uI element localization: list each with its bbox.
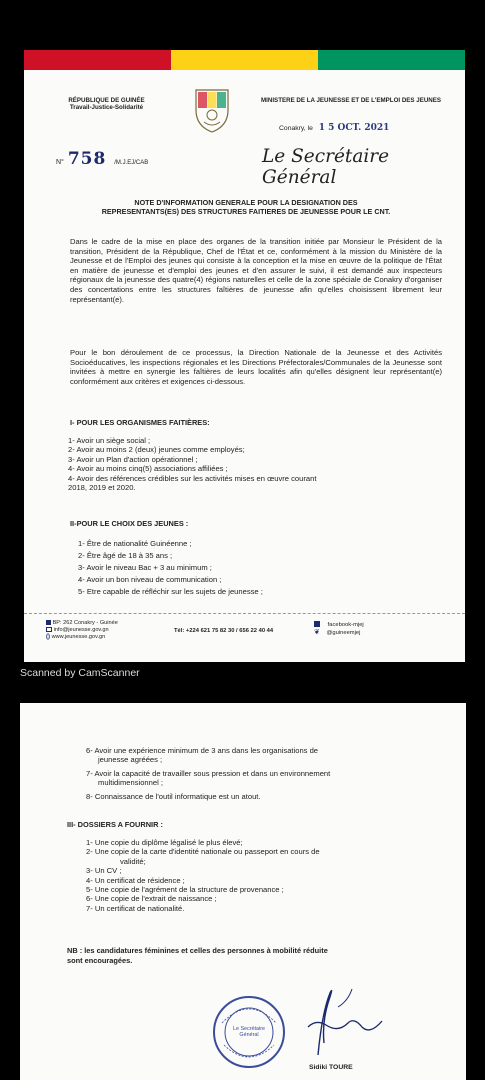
- section-3-list: [86, 838, 320, 913]
- scanner-watermark: Scanned by CamScanner: [20, 667, 140, 679]
- list-item: 1- Avoir un siège social ;: [68, 436, 151, 445]
- handwritten-signature: [278, 983, 388, 1063]
- list-item: 4- Un certificat de résidence ;: [86, 875, 185, 885]
- list-item: validité;: [120, 856, 146, 866]
- footer-website: www.jeunesse.gov.gn: [51, 634, 106, 640]
- list-item: 7- Avoir la capacité de travailler sous pression et dans un environnement: [86, 768, 331, 778]
- list-item: jeunesse agréées ;: [98, 755, 163, 765]
- signatory-title: Le Secrétaire Général: [262, 146, 390, 188]
- date-prefix: Conakry, le: [279, 125, 313, 132]
- list-item: 4- Avoir des références crédibles sur les activités mises en œuvre courant: [68, 473, 317, 483]
- email-icon: [46, 627, 52, 632]
- list-item: multidimensionnel ;: [98, 778, 163, 788]
- ministry-header: MINISTERE DE LA JEUNESSE ET DE L'EMPLOI DES JEUNES: [261, 97, 442, 104]
- paragraph-process: Pour le bon déroulement de ce processus, la Direction Nationale de la Jeunesse et des Activités Socioéducatives, les inspections régionales et les Directions Préfectorales/Communales de la Jeunesse sont invitées à mettre en synergie les faîtières de leurs localités afin qu'elles désignent leur représentant(e) conformément aux critères et exigences ci-dessous.: [70, 348, 442, 386]
- nb-line-1: NB : les candidatures féminines et celles des personnes à mobilité réduite: [67, 946, 328, 955]
- republic-motto: Travail-Justice-Solidarité: [69, 104, 144, 111]
- list-item: 2- Une copie de la carte d'identité nationale ou passeport en cours de: [86, 847, 320, 857]
- guinea-flag-band: [24, 50, 465, 70]
- signer-name: Sidiki TOURE: [309, 1064, 353, 1071]
- footer-divider: [24, 613, 465, 614]
- ref-suffix: /M.J.EJ/CAB: [114, 160, 149, 166]
- footer-address: BP: 262 Conakry - Guinée: [52, 620, 118, 626]
- list-item: 2- Être âgé de 18 à 35 ans ;: [78, 551, 173, 560]
- list-item: 4- Avoir au moins cinq(5) associations affiliées ;: [68, 464, 228, 474]
- document-page-2: [20, 703, 466, 1080]
- flag-green: [318, 50, 465, 70]
- ref-label: N°: [56, 159, 64, 166]
- list-item: 6- Avoir une expérience minimum de 3 ans dans les organisations de: [86, 746, 319, 755]
- document-title: [46, 198, 446, 216]
- footer-email: info@jeunesse.gov.gn: [53, 627, 109, 633]
- list-item: 3- Avoir le niveau Bac + 3 au minimum ;: [78, 563, 212, 572]
- twitter-icon: ❦: [314, 629, 320, 636]
- continued-list: [86, 746, 330, 801]
- stamp-text: Le Secrétaire Général: [232, 1026, 266, 1038]
- section-2-heading: II-POUR LE CHOIX DES JEUNES :: [70, 519, 189, 528]
- nb-line-2: sont encouragées.: [67, 956, 133, 965]
- title-line-1: NOTE D'INFORMATION GENERALE POUR LA DESIGNATION DES: [134, 198, 358, 207]
- section-3-heading: III- DOSSIERS A FOURNIR :: [67, 820, 163, 829]
- section-2-list: [78, 538, 263, 598]
- footer-social-block: [314, 621, 364, 637]
- republic-name: RÉPUBLIQUE DE GUINÉE: [68, 97, 145, 104]
- list-item: 1- Être de nationalité Guinéenne ;: [78, 539, 192, 548]
- flag-yellow: [171, 50, 318, 70]
- reference-line: [56, 149, 148, 169]
- list-item: 2018, 2019 et 2020.: [68, 483, 136, 493]
- title-line-2: REPRESENTANTS(ES) DES STRUCTURES FAITIERES DE JEUNESSE POUR LE CNT.: [101, 207, 391, 216]
- section-1-list: [68, 436, 316, 492]
- facebook-icon: [314, 621, 320, 627]
- coat-of-arms-emblem: [190, 84, 234, 134]
- date-line: [279, 123, 389, 133]
- list-item: 3- Avoir un Plan d'action opérationnel ;: [68, 454, 198, 464]
- republic-header: [54, 97, 159, 111]
- footer-contact-block: [46, 620, 118, 641]
- web-icon: (): [46, 634, 50, 640]
- footer-phone: Tél: +224 621 75 82 30 / 656 22 40 44: [174, 628, 274, 634]
- list-item: 8- Connaissance de l'outil informatique est un atout.: [86, 791, 261, 801]
- list-item: 3- Un CV ;: [86, 866, 122, 876]
- footer-twitter: @guineemjej: [326, 630, 361, 636]
- list-item: 7- Un certificat de nationalité.: [86, 903, 185, 913]
- list-item: 4- Avoir un bon niveau de communication ;: [78, 575, 222, 584]
- ref-number: 758: [67, 149, 107, 169]
- footer-facebook: facebook-mjej: [327, 622, 364, 628]
- date-handwritten: 1 5 OCT. 2021: [318, 123, 390, 133]
- paragraph-intro: Dans le cadre de la mise en place des organes de la transition initiée par Monsieur le Président de la transition, Président de la République, Chef de l'État et ce, conformément à la mission du Ministère de la Jeunesse et de l'Emploi des jeunes qui consiste à la conception et la mise en œuvre de la politique de l'État en matière de jeunesse et d'emploi des jeunes et d'en assurer le suivi, il est demandé aux inspecteurs régionaux de la jeunesse des quatre(4) régions naturelles et celle de la zone spéciale de Conakry d'organiser des concertations entre les structures faîtières de jeunesse afin qu'elles choisissent librement leur représentant(e).: [70, 237, 442, 304]
- list-item: 6- Une copie de l'extrait de naissance ;: [86, 894, 217, 904]
- list-item: 1- Une copie du diplôme légalisé le plus élevé;: [86, 838, 243, 847]
- list-item: 2- Avoir au moins 2 (deux) jeunes comme employés;: [68, 445, 245, 455]
- flag-red: [24, 50, 171, 70]
- list-item: 5- Etre capable de réfléchir sur les sujets de jeunesse ;: [78, 587, 263, 596]
- document-page-1: [24, 50, 465, 662]
- nb-note: [67, 946, 452, 966]
- list-item: 5- Une copie de l'agrément de la structure de provenance ;: [86, 885, 284, 895]
- section-1-heading: I- POUR LES ORGANISMES FAITIÈRES:: [70, 418, 210, 427]
- mailbox-icon: [46, 620, 51, 625]
